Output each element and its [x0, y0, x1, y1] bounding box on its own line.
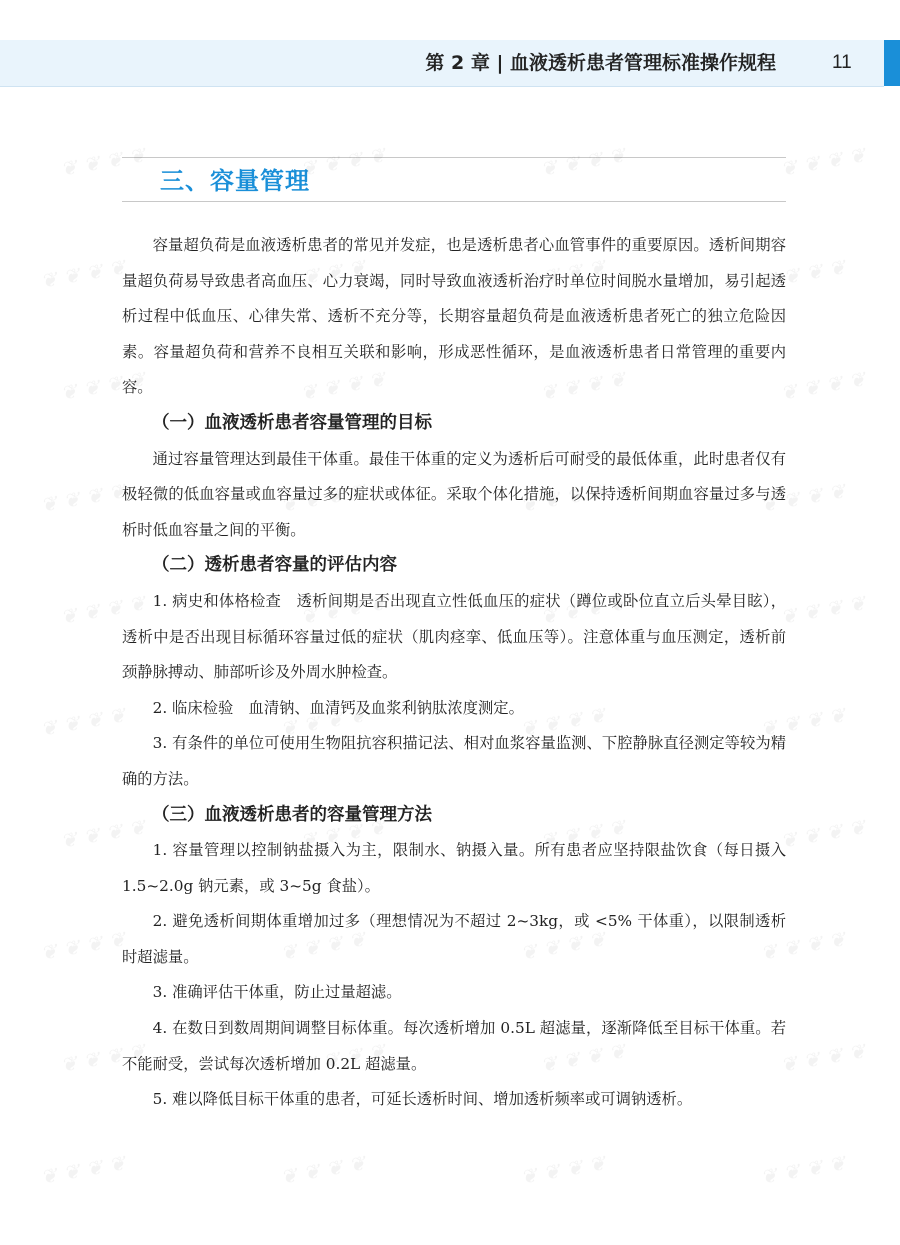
watermark-mark — [39, 255, 128, 294]
paragraph: 1. 容量管理以控制钠盐摄入为主，限制水、钠摄入量。所有患者应坚持限盐饮食（每日摄入 1.5~2.0g 钠元素，或 3~5g 食盐）。 — [122, 841, 786, 895]
paragraph: 2. 避免透析间期体重增加过多（理想情况为不超过 2~3kg，或 <5% 干体重），以限制透析时超滤量。 — [122, 912, 786, 966]
chapter-title: 第 2 章 | 血液透析患者管理标准操作规程 — [425, 52, 776, 74]
watermark-mark — [539, 143, 628, 182]
watermark-mark — [779, 591, 868, 630]
subsection-heading-2: （二）透析患者容量的评估内容 — [152, 555, 397, 576]
watermark-mark — [39, 703, 128, 742]
watermark-mark — [279, 1151, 368, 1190]
watermark-mark — [779, 1039, 868, 1078]
watermark-mark — [39, 1151, 128, 1190]
page-number: 11 — [832, 52, 852, 73]
section-rule-top — [122, 157, 786, 158]
paragraph: 2. 临床检验 血清钠、血清钙及血浆利钠肽浓度测定。 — [152, 698, 524, 717]
watermark-mark — [59, 143, 148, 182]
subsection-heading-3: （三）血液透析患者的容量管理方法 — [152, 804, 432, 825]
paragraph: 3. 有条件的单位可使用生物阻抗容积描记法、相对血浆容量监测、下腔静脉直径测定等较为精确的方法。 — [122, 734, 786, 788]
paragraph: 1. 病史和体格检查 透析间期是否出现直立性低血压的症状（蹲位或卧位直立后头晕目眩），透析中是否出现目标循环容量过低的症状（肌肉痉挛、低血压等）。注意体重与血压测定，透析前颈静脉搏动、肺部听诊及外周水肿检查。 — [122, 591, 786, 682]
watermark-mark — [39, 927, 128, 966]
section-heading: 三、容量管理 — [160, 167, 310, 195]
paragraph: 5. 难以降低目标干体重的患者，可延长透析时间、增加透析频率或可调钠透析。 — [152, 1090, 693, 1109]
body-content — [122, 228, 786, 1118]
paragraph: 通过容量管理达到最佳干体重。最佳干体重的定义为透析后可耐受的最低体重，此时患者仅有极轻微的低血容量或血容量过多的症状或体征。采取个体化措施，以保持透析间期血容量过多与透析时低血容量之间的平衡。 — [122, 449, 786, 539]
subsection-heading-1: （一）血液透析患者容量管理的目标 — [152, 412, 432, 433]
intro-paragraph: 容量超负荷是血液透析患者的常见并发症，也是透析患者心血管事件的重要原因。透析间期容量超负荷易导致患者高血压、心力衰竭，同时导致血液透析治疗时单位时间脱水量增加，易引起透析过程中低血压、心律失常、透析不充分等，长期容量超负荷是血液透析患者死亡的独立危险因素。容量超负荷和营养不良相互关联和影响，形成恶性循环，是血液透析患者日常管理的重要内容。 — [122, 236, 786, 397]
watermark-mark — [779, 367, 868, 406]
watermark-mark — [779, 143, 868, 182]
watermark-mark — [39, 479, 128, 518]
paragraph: 4. 在数日到数周期间调整目标体重。每次透析增加 0.5L 超滤量，逐渐降低至目标干体重。若不能耐受，尝试每次透析增加 0.2L 超滤量。 — [122, 1019, 786, 1073]
watermark-mark — [759, 1151, 848, 1190]
watermark-mark — [519, 1151, 608, 1190]
paragraph: 3. 准确评估干体重，防止过量超滤。 — [152, 983, 402, 1002]
watermark-mark — [299, 143, 388, 182]
watermark-mark — [779, 815, 868, 854]
section-rule-bottom — [122, 201, 786, 202]
header-accent-bar — [884, 40, 900, 86]
